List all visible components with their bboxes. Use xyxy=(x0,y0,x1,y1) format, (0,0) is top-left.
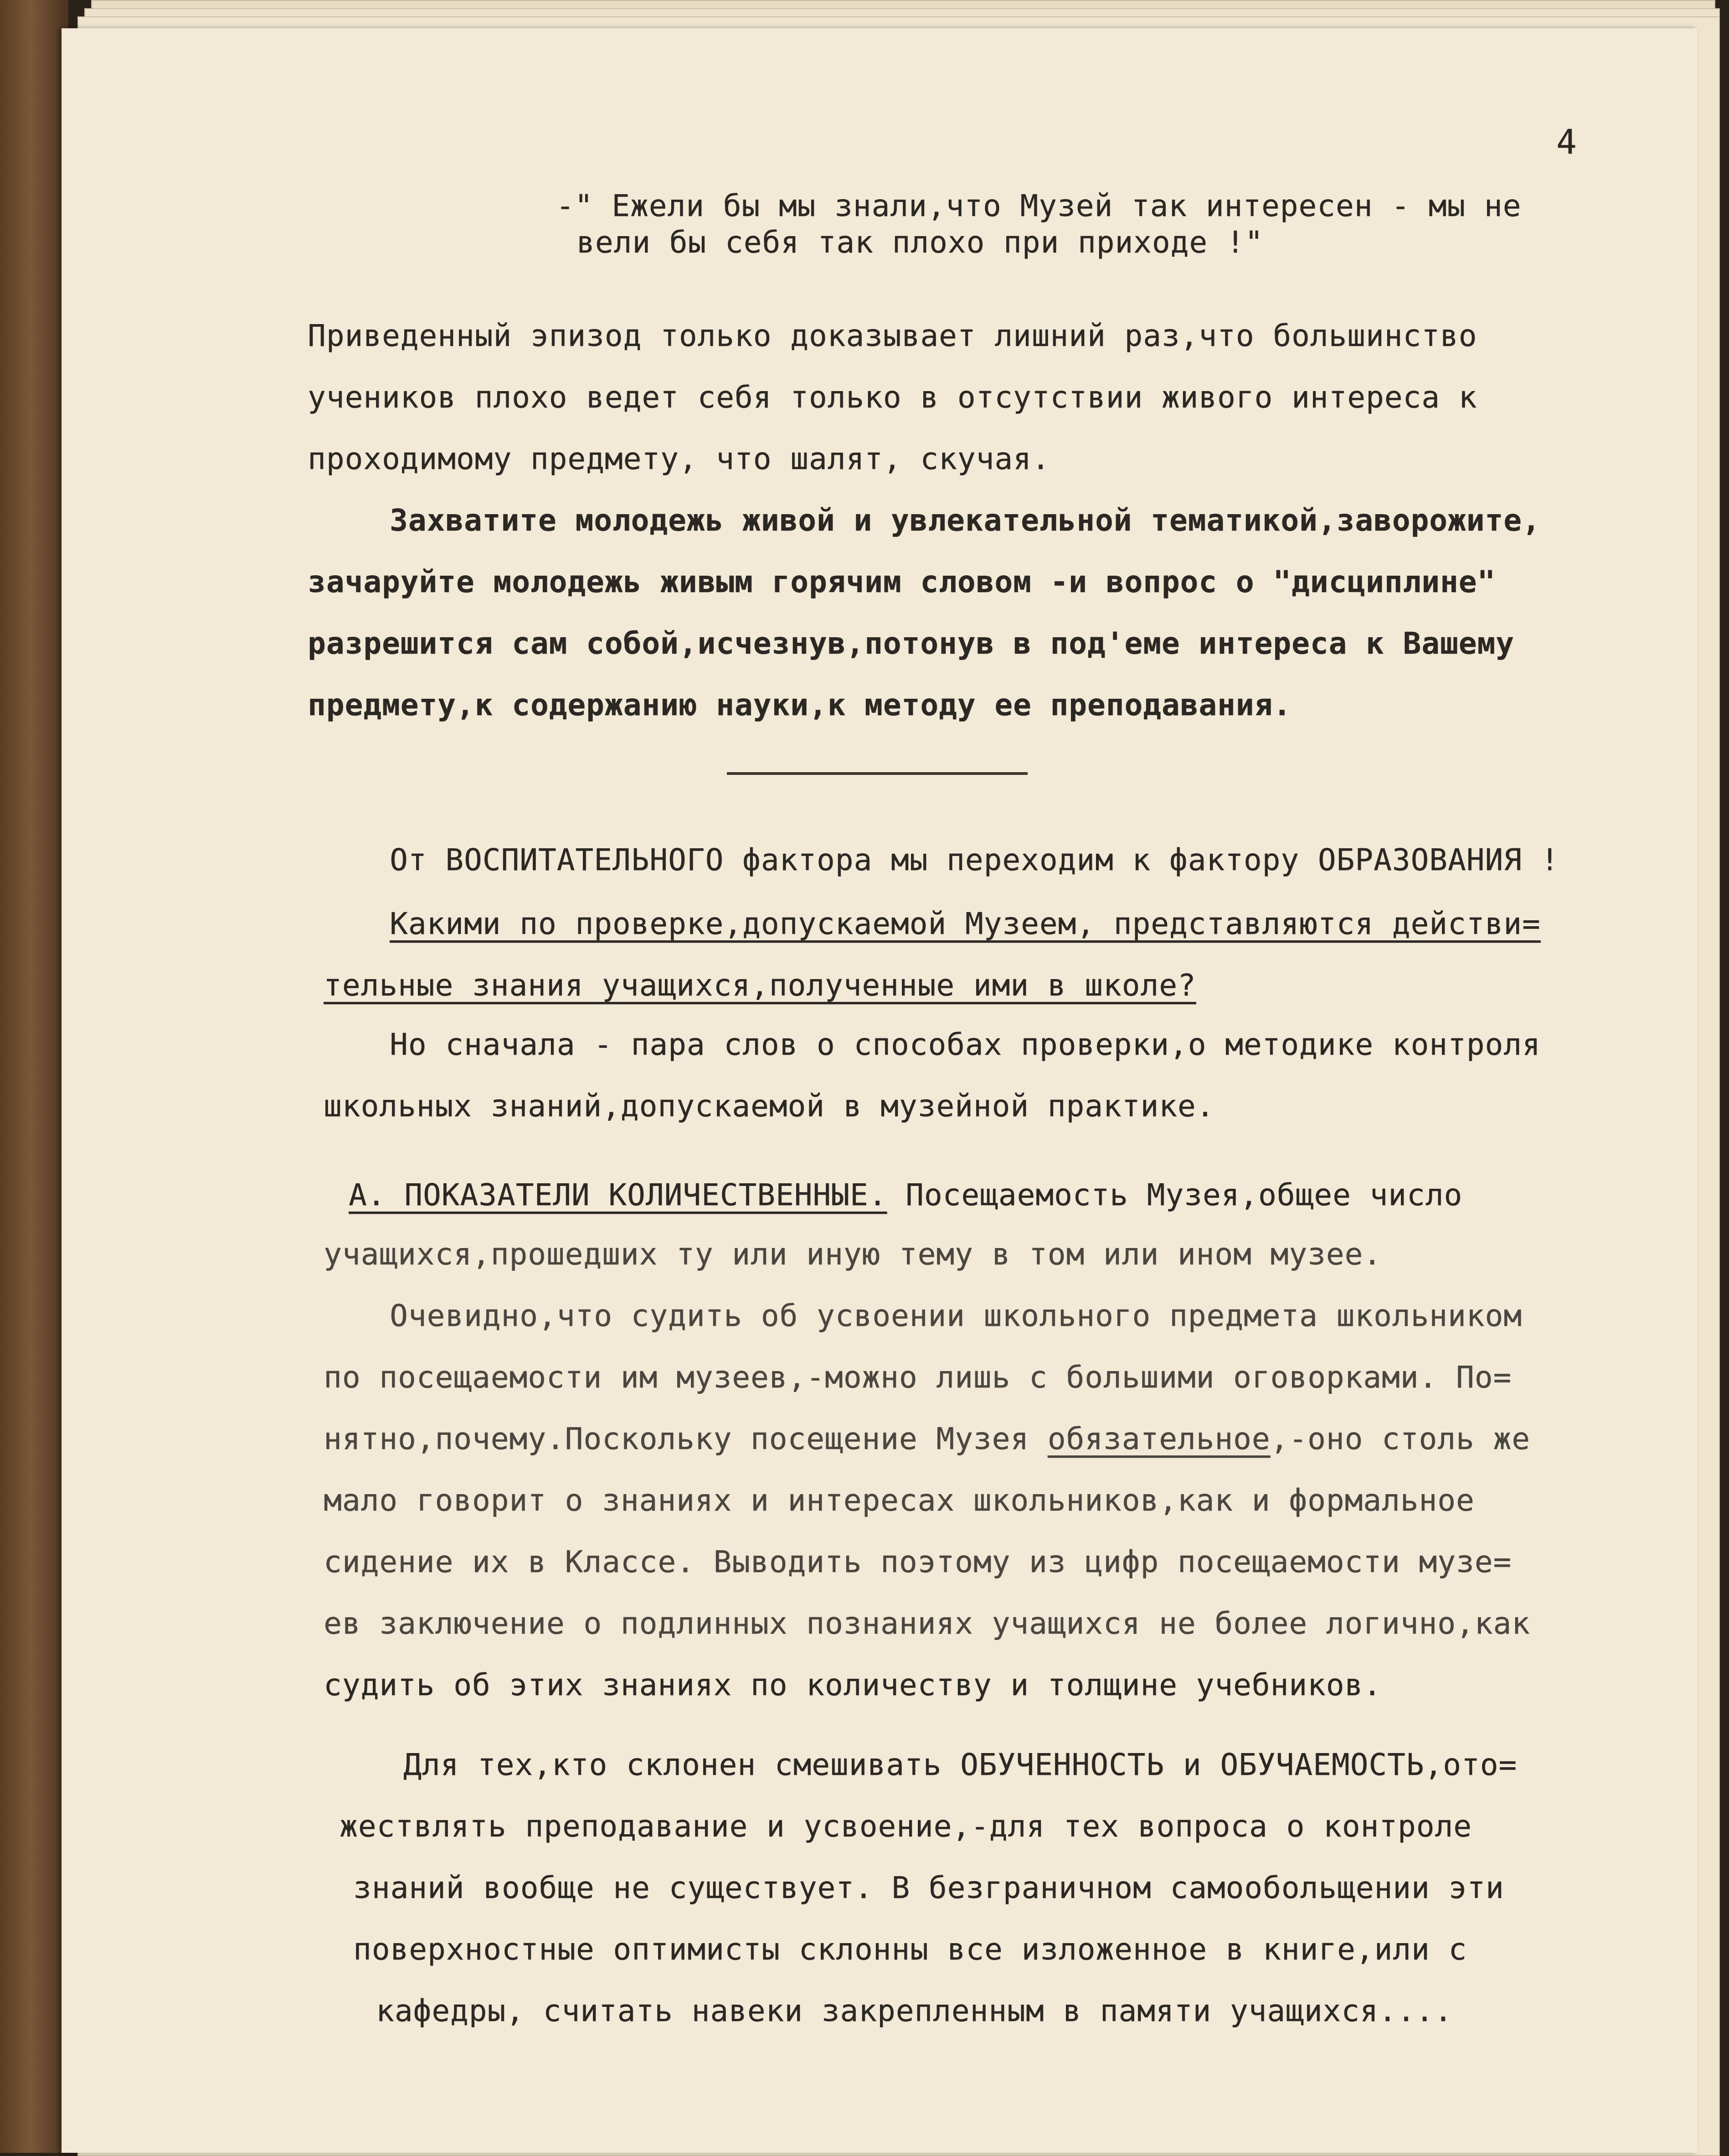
section-intro: От ВОСПИТАТЕЛЬНОГО фактора мы переходим к фактору ОБРАЗОВАНИЯ ! xyxy=(390,842,1559,877)
section-a-heading: А. ПОКАЗАТЕЛИ КОЛИЧЕСТВЕННЫЕ. xyxy=(349,1177,887,1212)
para5-line-5: кафедры, считать навеки закрепленным в памяти учащихся.... xyxy=(376,1993,1453,2028)
para1-line-3: проходимому предмету, что шалят, скучая. xyxy=(308,441,1050,476)
para4-line-3 xyxy=(324,1421,1530,1457)
para3-line-1: Но сначала - пара слов о способах проверки,о методике контроля xyxy=(390,1027,1541,1062)
para4-line-2: по посещаемости им музеев,-можно лишь с большими оговорками. По= xyxy=(324,1360,1512,1395)
page-number: 4 xyxy=(1556,123,1577,162)
para4-line-1: Очевидно,что судить об усвоении школьного предмета школьником xyxy=(390,1298,1522,1333)
para4-line-3b: ,-оно столь же xyxy=(1270,1421,1530,1456)
document-page xyxy=(62,28,1698,2153)
para2-line-4: предмету,к содержанию науки,к методу ее преподавания. xyxy=(308,687,1292,722)
para4-line-4: мало говорит о знаниях и интересах школьников,как и формальное xyxy=(324,1483,1475,1518)
para4-line-7: судить об этих знаниях по количеству и толщине учебников. xyxy=(324,1667,1382,1702)
section-divider xyxy=(727,772,1028,775)
para3-line-2: школьных знаний,допускаемой в музейной практике. xyxy=(324,1088,1215,1124)
section-a-line-1 xyxy=(349,1177,1462,1213)
para4-line-6: ев заключение о подлинных познаниях учащихся не более логично,как xyxy=(324,1606,1530,1641)
para2-line-2: зачаруйте молодежь живым горячим словом -и вопрос о "дисциплине" xyxy=(308,564,1496,599)
para2-line-3: разрешится сам собой,исчезнув,потонув в под'еме интереса к Вашему xyxy=(308,626,1514,661)
para5-line-3: знаний вообще не существует. В безграничном самообольщении эти xyxy=(353,1870,1504,1905)
para4-line-3a: нятно,почему.Поскольку посещение Музея xyxy=(324,1421,1048,1456)
binding-strip xyxy=(0,0,68,2153)
question-line-2: тельные знания учащихся,полученные ими в школе? xyxy=(324,968,1196,1003)
question-line-1: Какими по проверке,допускаемой Музеем, представляются действи= xyxy=(390,906,1541,941)
para4-line-5: сидение их в Классе. Выводить поэтому из цифр посещаемости музе= xyxy=(324,1544,1512,1579)
section-a-line-2: учащихся,прошедших ту или иную тему в том или ином музее. xyxy=(324,1237,1382,1272)
section-a-rest: Посещаемость Музея,общее число xyxy=(887,1177,1463,1212)
para1-line-2: учеников плохо ведет себя только в отсутствии живого интереса к xyxy=(308,380,1477,415)
para5-line-1: Для тех,кто склонен смешивать ОБУЧЕННОСТЬ и ОБУЧАЕМОСТЬ,ото= xyxy=(403,1747,1518,1782)
para5-line-2: жествлять преподавание и усвоение,-для тех вопроса о контроле xyxy=(340,1809,1472,1844)
underlined-word: обязательное xyxy=(1047,1421,1271,1456)
quote-line-1: -" Ежели бы мы знали,что Музей так интересен - мы не xyxy=(556,188,1522,223)
para5-line-4: поверхностные оптимисты склонны все изложенное в книге,или с xyxy=(353,1932,1467,1967)
para1-line-1: Приведенный эпизод только доказывает лишний раз,что большинство xyxy=(308,318,1477,353)
quote-line-2: вели бы себя так плохо при приходе !" xyxy=(576,225,1264,260)
para2-line-1: Захватите молодежь живой и увлекательной тематикой,заворожите, xyxy=(390,503,1541,538)
